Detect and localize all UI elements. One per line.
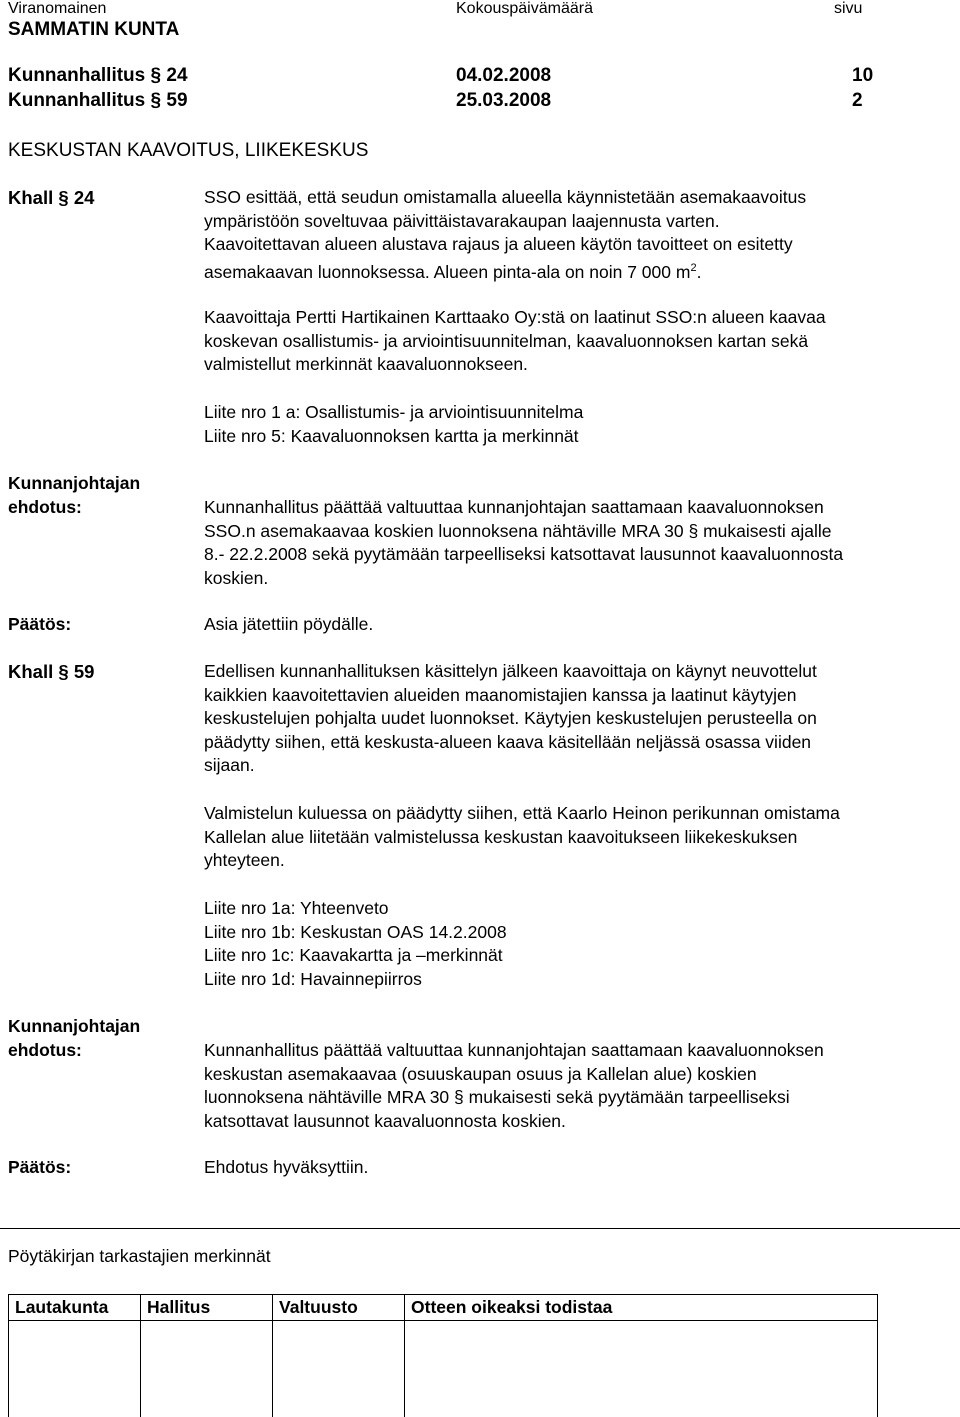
khall-59-proposal xyxy=(204,1039,936,1133)
text-line: valmistellut merkinnät kaavaluonnokseen. xyxy=(204,353,936,377)
text-line xyxy=(204,257,936,285)
meeting-row-2 xyxy=(8,91,188,110)
meeting-body: Kunnanhallitus xyxy=(8,65,145,86)
text-line: SSO esittää, että seudun omistamalla alueella käynnistetään asemakaavoitus xyxy=(204,186,936,210)
khall-24-decision xyxy=(204,613,936,637)
label-line: ehdotus: xyxy=(8,1039,140,1063)
period: . xyxy=(697,262,702,282)
signature-column-certification: Otteen oikeaksi todistaa xyxy=(405,1295,878,1321)
khall-24-paragraph-1 xyxy=(204,186,936,284)
text-line: Kunnanhallitus päättää valtuuttaa kunnanjohtajan saattamaan kaavaluonnoksen xyxy=(204,1039,936,1063)
meeting-date-2: 25.03.2008 xyxy=(456,91,551,110)
signature-table xyxy=(8,1294,878,1417)
text-fragment: mukaisesti sekä pyytämään tarpeelliseksi xyxy=(469,1087,790,1107)
section-mark: § xyxy=(151,90,162,111)
khall-24-proposal-label xyxy=(8,472,140,519)
text-line: yhteyteen. xyxy=(204,849,936,873)
khall-59-decision xyxy=(204,1156,936,1180)
authority-name: SAMMATIN KUNTA xyxy=(8,20,179,39)
text-line: keskustelujen pohjalta uudet luonnokset. Käytyjen keskustelujen perusteella on xyxy=(204,707,936,731)
khall-24-decision-label: Päätös: xyxy=(8,613,71,637)
attachment-item: Liite nro 1 a: Osallistumis- ja arviointisuunnitelma xyxy=(204,401,936,425)
text-line: Valmistelun kuluessa on päädytty siihen, että Kaarlo Heinon perikunnan omistama xyxy=(204,802,936,826)
text-fragment: luonnoksena nähtäville MRA 30 xyxy=(204,1087,449,1107)
meeting-section-number: 24 xyxy=(166,65,187,86)
text-line: päädytty siihen, että keskusta-alueen kaava käsitellään neljässä osassa viiden xyxy=(204,731,936,755)
meeting-body: Kunnanhallitus xyxy=(8,90,145,111)
section-mark: § xyxy=(151,65,162,86)
label-line: ehdotus: xyxy=(8,496,140,520)
khall-number: 24 xyxy=(74,187,95,208)
attachment-item: Liite nro 1b: Keskustan OAS 14.2.2008 xyxy=(204,921,936,945)
text-line: 8.- 22.2.2008 sekä pyytämään tarpeelliseksi katsottavat lausunnot kaavaluonnosta xyxy=(204,543,936,567)
meeting-row-1 xyxy=(8,66,188,85)
text-line: Kaavoitettavan alueen alustava rajaus ja alueen käytön tavoitteet on esitetty xyxy=(204,233,936,257)
text-line: kaikkien kaavoitettavien alueiden maanomistajien kanssa ja laatinut käytyjen xyxy=(204,684,936,708)
attachment-item: Liite nro 1c: Kaavakartta ja –merkinnät xyxy=(204,944,936,968)
date-column-label: Kokouspäivämäärä xyxy=(456,1,593,17)
text-line: koskevan osallistumis- ja arviointisuunnitelman, kaavaluonnoksen kartan sekä xyxy=(204,330,936,354)
section-mark: § xyxy=(58,661,68,682)
attachment-item: Liite nro 1a: Yhteenveto xyxy=(204,897,936,921)
text-line: Kunnanhallitus päättää valtuuttaa kunnanjohtajan saattamaan kaavaluonnoksen xyxy=(204,496,936,520)
area-text: asemakaavan luonnoksessa. Alueen pinta-ala on noin 7 000 m xyxy=(204,262,690,282)
khall-24-proposal xyxy=(204,496,936,590)
khall-59-label xyxy=(8,660,94,684)
khall-24-label xyxy=(8,186,94,210)
meeting-section-number: 59 xyxy=(166,90,187,111)
meeting-page-2: 2 xyxy=(852,91,863,110)
text-line: Kallelan alue liitetään valmistelussa keskustan kaavoitukseen liikekeskuksen xyxy=(204,826,936,850)
checkers-label: Pöytäkirjan tarkastajien merkinnät xyxy=(8,1248,271,1266)
signature-column-hallitus: Hallitus xyxy=(141,1295,273,1321)
khall-59-decision-label: Päätös: xyxy=(8,1156,71,1180)
khall-59-paragraph-1 xyxy=(204,660,936,778)
footer-divider xyxy=(0,1228,960,1229)
authority-column-label: Viranomainen xyxy=(8,1,106,17)
khall-59-proposal-label xyxy=(8,1015,140,1062)
signature-column-lautakunta: Lautakunta xyxy=(9,1295,141,1321)
signature-cell xyxy=(9,1321,141,1417)
text-line: koskien. xyxy=(204,567,936,591)
text-line xyxy=(204,1086,936,1110)
khall-number: 59 xyxy=(74,661,95,682)
label-line: Kunnanjohtajan xyxy=(8,1015,140,1039)
decision-text: Asia jätettiin pöydälle. xyxy=(204,613,936,637)
text-line: ympäristöön soveltuvaa päivittäistavarakaupan laajennusta varten. xyxy=(204,210,936,234)
khall-24-attachments xyxy=(204,401,936,448)
khall-label-text: Khall xyxy=(8,661,53,682)
section-mark: § xyxy=(58,187,68,208)
signature-cell xyxy=(405,1321,878,1417)
section-mark: § xyxy=(454,1087,464,1107)
khall-24-paragraph-2 xyxy=(204,306,936,377)
label-line: Kunnanjohtajan xyxy=(8,472,140,496)
decision-text: Ehdotus hyväksyttiin. xyxy=(204,1156,936,1180)
signature-column-valtuusto: Valtuusto xyxy=(273,1295,405,1321)
section-mark: § xyxy=(688,521,698,541)
superscript: 2 xyxy=(690,262,696,274)
attachment-item: Liite nro 5: Kaavaluonnoksen kartta ja merkinnät xyxy=(204,425,936,449)
text-line: keskustan asemakaavaa (osuuskaupan osuus ja Kallelan alue) koskien xyxy=(204,1063,936,1087)
text-fragment: SSO.n asemakaavaa koskien luonnoksena nähtäville MRA 30 xyxy=(204,521,684,541)
khall-label-text: Khall xyxy=(8,187,53,208)
text-line: sijaan. xyxy=(204,754,936,778)
text-line: Kaavoittaja Pertti Hartikainen Karttaako Oy:stä on laatinut SSO:n alueen kaavaa xyxy=(204,306,936,330)
document-title: KESKUSTAN KAAVOITUS, LIIKEKESKUS xyxy=(8,141,368,160)
signature-cell xyxy=(141,1321,273,1417)
meeting-date-1: 04.02.2008 xyxy=(456,66,551,85)
text-line xyxy=(204,520,936,544)
meeting-page-1: 10 xyxy=(852,66,873,85)
khall-59-paragraph-2 xyxy=(204,802,936,873)
page-column-label: sivu xyxy=(834,1,862,17)
text-line: Edellisen kunnanhallituksen käsittelyn jälkeen kaavoittaja on käynyt neuvottelut xyxy=(204,660,936,684)
signature-cell xyxy=(273,1321,405,1417)
attachment-item: Liite nro 1d: Havainnepiirros xyxy=(204,968,936,992)
text-fragment: mukaisesti ajalle xyxy=(703,521,831,541)
text-line: katsottavat lausunnot kaavaluonnosta koskien. xyxy=(204,1110,936,1134)
khall-59-attachments xyxy=(204,897,936,991)
